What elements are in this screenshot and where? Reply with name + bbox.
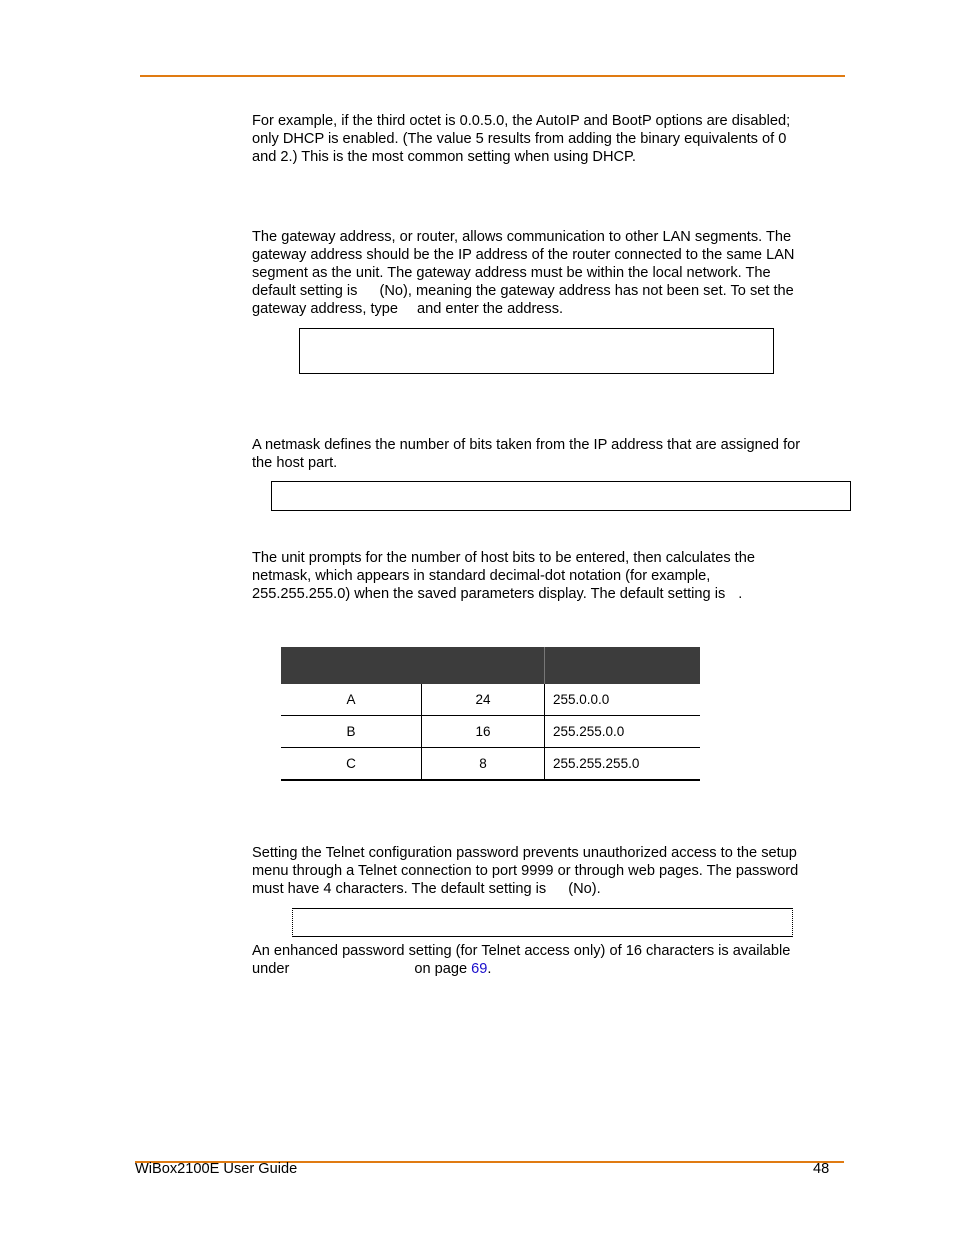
header-rule <box>140 75 845 77</box>
netmask-cell: 255.255.0.0 <box>545 716 701 748</box>
table-row <box>281 748 700 781</box>
text-line <box>252 300 852 318</box>
netmask-table <box>281 647 700 781</box>
text-fragment: and enter the address. <box>417 301 564 317</box>
text-fragment: default setting is <box>252 283 358 299</box>
text-line <box>252 880 852 898</box>
text-line <box>252 282 852 300</box>
text-fragment: (No). <box>568 881 601 897</box>
gateway-prompt-box <box>299 328 774 374</box>
text-line <box>252 960 852 978</box>
paragraph-host-bits <box>252 549 852 603</box>
class-cell: C <box>281 748 422 781</box>
text-fragment: under <box>252 961 290 977</box>
netmask-cell: 255.0.0.0 <box>545 684 701 716</box>
table-header-cell <box>281 647 545 684</box>
paragraph-telnet-password <box>252 844 852 898</box>
text-fragment: 255.255.255.0) when the saved parameters display. The default setting is <box>252 586 726 602</box>
netmask-prompt-box <box>271 481 851 511</box>
paragraph-gateway <box>252 228 852 318</box>
class-cell: B <box>281 716 422 748</box>
text-line: the host part. <box>252 455 338 471</box>
text-line: The gateway address, or router, allows communication to other LAN segments. The <box>252 229 792 245</box>
password-prompt-box <box>292 908 793 937</box>
text-fragment: (No), meaning the gateway address has not been set. To set the <box>379 283 794 299</box>
text-line: A netmask defines the number of bits taken from the IP address that are assigned for <box>252 437 801 453</box>
class-cell: A <box>281 684 422 716</box>
text-line: Setting the Telnet configuration password prevents unauthorized access to the setup <box>252 845 797 861</box>
text-fragment: must have 4 characters. The default setting is <box>252 881 547 897</box>
text-line: The unit prompts for the number of host bits to be entered, then calculates the <box>252 550 755 566</box>
paragraph-netmask <box>252 436 852 472</box>
text-line <box>252 585 852 603</box>
footer-title: WiBox2100E User Guide <box>135 1161 298 1177</box>
host-bits-cell: 24 <box>422 684 545 716</box>
text-fragment: . <box>487 961 492 977</box>
text-line: and 2.) This is the most common setting when using DHCP. <box>252 149 636 165</box>
table-row <box>281 684 700 716</box>
text-line: netmask, which appears in standard decimal-dot notation (for example, <box>252 568 711 584</box>
text-line: only DHCP is enabled. (The value 5 results from adding the binary equivalents of 0 <box>252 131 787 147</box>
text-line: gateway address should be the IP address of the router connected to the same LAN <box>252 247 795 263</box>
table-header-cell <box>545 647 701 684</box>
text-line: menu through a Telnet connection to port 9999 or through web pages. The password <box>252 863 799 879</box>
text-line: For example, if the third octet is 0.0.5.0, the AutoIP and BootP options are disabled; <box>252 113 791 129</box>
paragraph-autoip-example <box>252 112 852 166</box>
page-69-link[interactable]: 69 <box>471 961 488 977</box>
host-bits-cell: 8 <box>422 748 545 781</box>
text-fragment: on page <box>414 961 468 977</box>
table-row <box>281 716 700 748</box>
paragraph-enhanced-password <box>252 942 852 978</box>
text-line: An enhanced password setting (for Telnet access only) of 16 characters is available <box>252 943 791 959</box>
text-fragment: . <box>738 586 743 602</box>
text-fragment: gateway address, type <box>252 301 399 317</box>
text-line: segment as the unit. The gateway address must be within the local network. The <box>252 265 771 281</box>
footer-page-number: 48 <box>813 1161 830 1177</box>
host-bits-cell: 16 <box>422 716 545 748</box>
table-header-row <box>281 647 700 684</box>
netmask-cell: 255.255.255.0 <box>545 748 701 781</box>
